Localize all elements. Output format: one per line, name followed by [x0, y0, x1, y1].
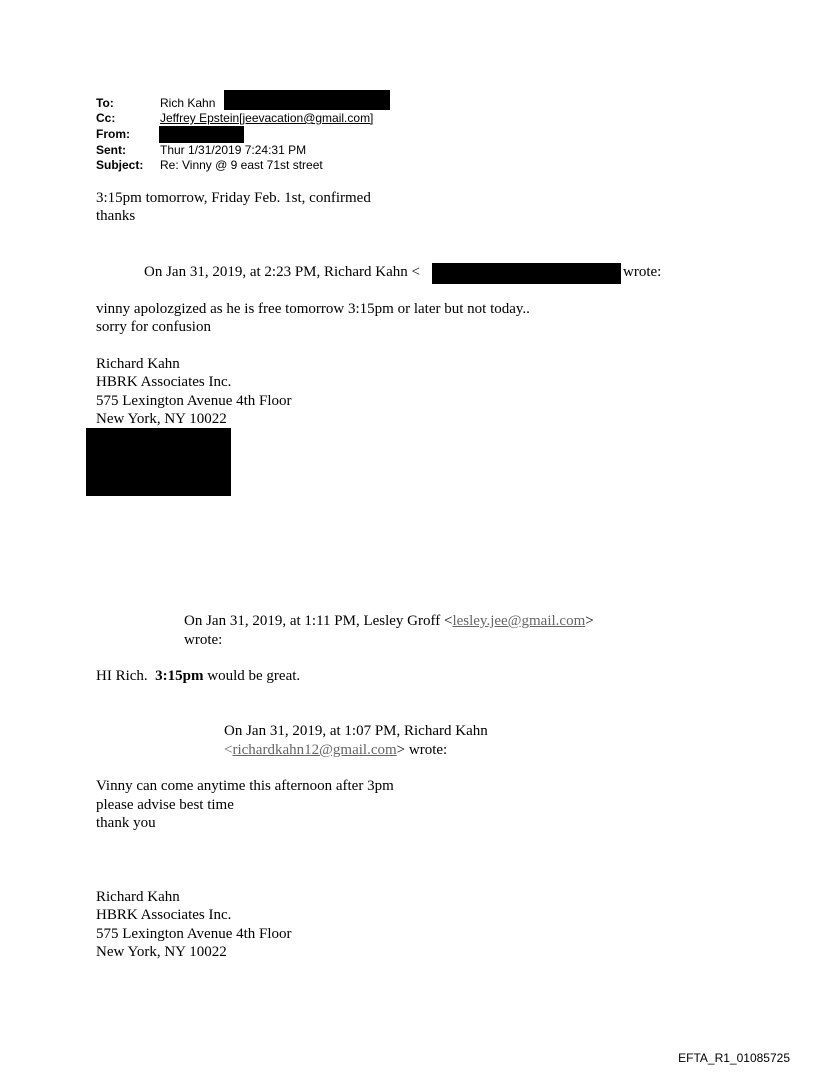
quote1-attribution: On Jan 31, 2019, at 2:23 PM, Richard Kahn <	[144, 264, 420, 280]
document-id: EFTA_R1_01085725	[678, 1051, 790, 1065]
subject-label: Subject:	[96, 158, 144, 172]
subject-value: Re: Vinny @ 9 east 71st street	[160, 158, 323, 172]
signature1-address: 575 Lexington Avenue 4th Floor	[96, 393, 292, 409]
reply-line-2: thanks	[96, 208, 136, 224]
signature2-name: Richard Kahn	[96, 889, 180, 905]
quote3-attribution-suffix: > wrote:	[396, 742, 448, 758]
quote3-line-1: Vinny can come anytime this afternoon after 3pm	[96, 778, 394, 794]
quote1-wrote: wrote:	[623, 264, 662, 280]
quote2-body	[96, 667, 300, 686]
signature1-company: HBRK Associates Inc.	[96, 374, 232, 390]
quote3-line-3: thank you	[96, 815, 156, 831]
signature2-city: New York, NY 10022	[96, 944, 227, 960]
signature2-company: HBRK Associates Inc.	[96, 907, 232, 923]
quote3-email-link[interactable]: richardkahn12@gmail.com	[232, 742, 397, 758]
signature1-city: New York, NY 10022	[96, 411, 227, 427]
from-label: From:	[96, 127, 130, 141]
redaction-signature1	[86, 428, 231, 496]
quote2-email-link[interactable]: lesley.jee@gmail.com	[452, 613, 586, 629]
cc-label: Cc:	[96, 111, 116, 125]
quote3-line-2: please advise best time	[96, 797, 234, 813]
quote2-attribution-suffix: >	[585, 613, 594, 629]
to-value: Rich Kahn	[160, 96, 216, 110]
redaction-quote1-email	[432, 263, 621, 284]
to-label: To:	[96, 96, 114, 110]
quote1-line-1: vinny apolozgized as he is free tomorrow 3:15pm or later but not today..	[96, 301, 530, 317]
sent-value: Thur 1/31/2019 7:24:31 PM	[160, 143, 307, 157]
quote3-attribution-line-2	[224, 741, 447, 760]
quote3-email-open: <	[224, 742, 233, 758]
redaction-to-email	[224, 90, 390, 110]
signature2-address: 575 Lexington Avenue 4th Floor	[96, 926, 292, 942]
quote2-attribution	[184, 612, 594, 631]
redaction-from	[159, 126, 244, 143]
quote2-wrote: wrote:	[184, 632, 223, 648]
signature1-name: Richard Kahn	[96, 356, 180, 372]
quote2-body-suffix: would be great.	[203, 668, 301, 684]
cc-value: Jeffrey Epstein[jeevacation@gmail.com]	[160, 111, 374, 125]
sent-label: Sent:	[96, 143, 126, 157]
quote2-attribution-prefix: On Jan 31, 2019, at 1:11 PM, Lesley Groff <	[184, 613, 453, 629]
reply-line-1: 3:15pm tomorrow, Friday Feb. 1st, confirmed	[96, 190, 371, 206]
quote2-body-bold: 3:15pm	[155, 668, 204, 684]
quote1-line-2: sorry for confusion	[96, 319, 211, 335]
quote2-body-prefix: HI Rich.	[96, 668, 148, 684]
quote3-attribution-line-1: On Jan 31, 2019, at 1:07 PM, Richard Kahn	[224, 723, 488, 739]
